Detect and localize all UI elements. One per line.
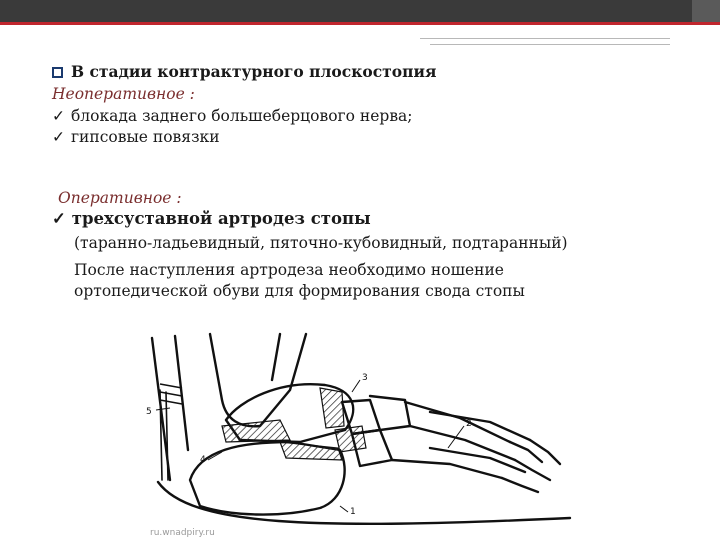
figure-label: 1: [350, 507, 356, 517]
figure-label: 4: [200, 455, 206, 465]
op-label: Оперативное :: [58, 189, 182, 207]
heading: В стадии контрактурного плоскостопия: [71, 62, 437, 81]
nonop-item-text: блокада заднего большеберцового нерва;: [70, 107, 413, 125]
heading-line: [52, 62, 436, 82]
tibia-outline: [210, 334, 306, 426]
after-line-1: После наступления артродеза необходимо ношение: [74, 261, 504, 279]
arthrodesis-hatching: [222, 388, 366, 460]
check-icon: ✓: [52, 128, 65, 146]
figure-label: 5: [146, 407, 152, 417]
after-line-2: ортопедической обуви для формирования свода стопы: [74, 282, 525, 300]
check-icon: ✓: [52, 209, 66, 228]
nonop-item-1: [52, 106, 413, 126]
top-bar: [0, 0, 720, 22]
watermark: ru.wnadpiry.ru: [150, 528, 215, 538]
figure-label: 2: [466, 419, 472, 429]
figure-label: 3: [362, 373, 368, 383]
op-item-text: трехсуставной артродез стопы: [71, 209, 371, 228]
top-bar-corner: [692, 0, 720, 22]
op-item: [52, 209, 371, 229]
nonop-item-2: [52, 127, 220, 147]
square-bullet-icon: [52, 67, 63, 78]
deco-line: [430, 44, 670, 45]
deco-line: [420, 38, 670, 39]
foot-arthrodesis-figure: [130, 330, 590, 540]
check-icon: ✓: [52, 107, 65, 125]
sole-outline: [158, 482, 570, 524]
accent-line: [0, 22, 720, 25]
nonop-label: Неоперативное :: [52, 85, 195, 103]
nonop-item-text: гипсовые повязки: [70, 128, 220, 146]
op-detail: (таранно-ладьевидный, пяточно-кубовидный, подтаранный): [74, 234, 568, 252]
